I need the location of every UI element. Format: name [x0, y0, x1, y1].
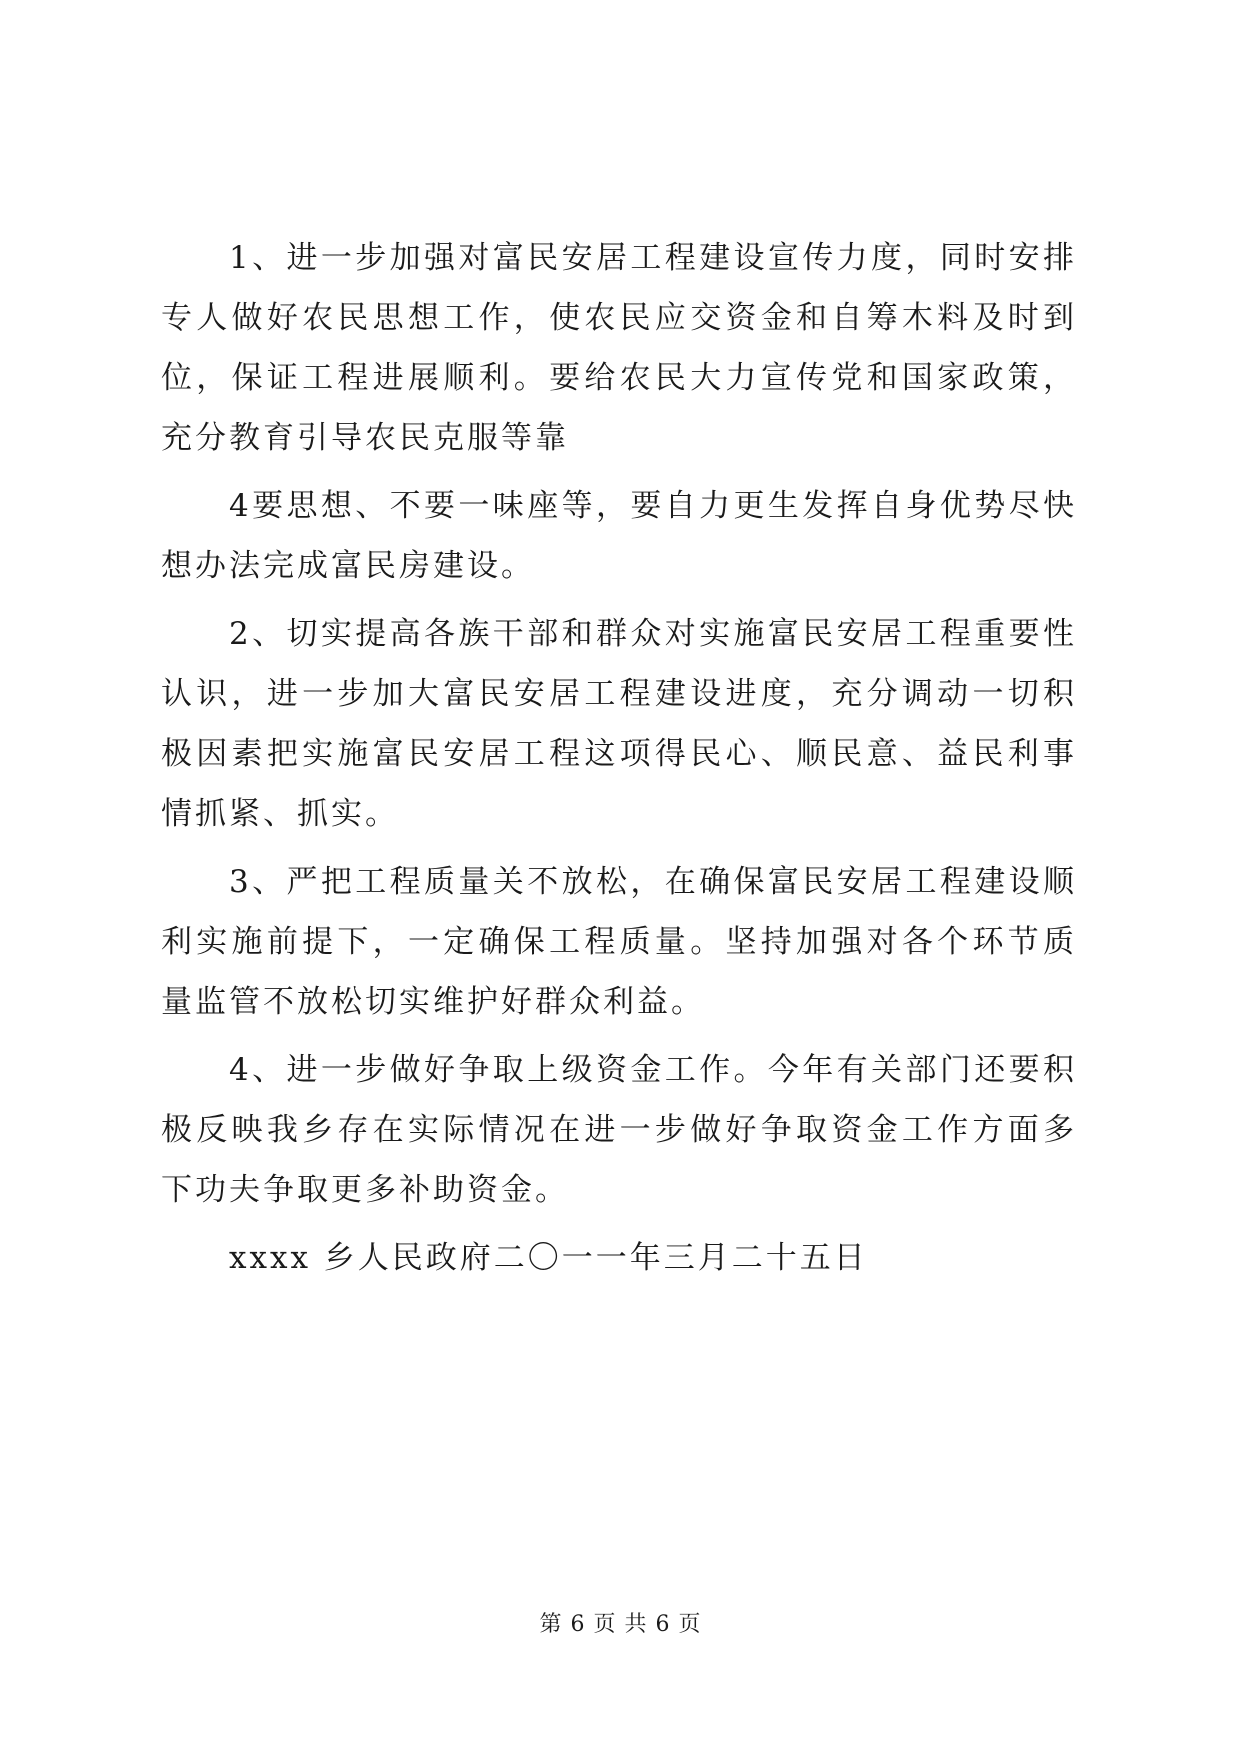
page-number-footer: 第 6 页 共 6 页: [539, 1612, 702, 1637]
paragraph-item-3: 2、切实提高各族干部和群众对实施富民安居工程重要性认识，进一步加大富民安居工程建设进度，充分调动一切积极因素把实施富民安居工程这项得民心、顺民意、益民利事情抓紧、抓实。: [161, 616, 1077, 832]
paragraph-item-4: 3、严把工程质量关不放松，在确保富民安居工程建设顺利实施前提下，一定确保工程质量。坚持加强对各个环节质量监管不放松切实维护好群众利益。: [161, 864, 1077, 1020]
paragraph-item-1: 1、进一步加强对富民安居工程建设宣传力度，同时安排专人做好农民思想工作，使农民应交资金和自筹木料及时到位，保证工程进展顺利。要给农民大力宣传党和国家政策，充分教育引导农民克服等靠: [161, 240, 1077, 456]
signature-line: xxxx 乡人民政府二〇一一年三月二十五日: [229, 1240, 868, 1276]
paragraph-item-5: 4、进一步做好争取上级资金工作。今年有关部门还要积极反映我乡存在实际情况在进一步做好争取资金工作方面多下功夫争取更多补助资金。: [161, 1052, 1077, 1208]
paragraph-item-2: 4要思想、不要一味座等，要自力更生发挥自身优势尽快想办法完成富民房建设。: [161, 488, 1077, 584]
document-body: [161, 228, 1077, 1296]
